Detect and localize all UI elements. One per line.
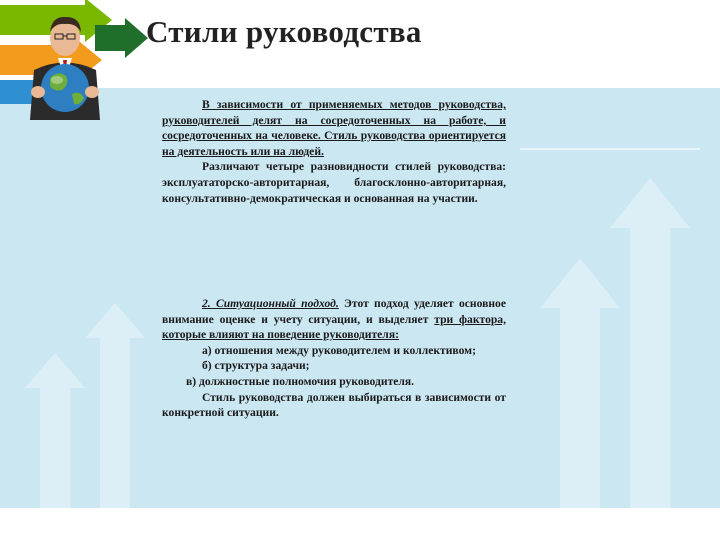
businessman-with-globe-icon bbox=[20, 0, 110, 120]
factor-a: а) отношения между руководителем и коллективом; bbox=[202, 343, 476, 357]
factors-text: три фактора, которые влияют на поведение руководителя: bbox=[162, 312, 507, 342]
text-block-1 bbox=[162, 97, 506, 206]
situational-paragraph bbox=[162, 296, 506, 343]
situational-lead: Этот подход уделяет основное внимание оценке и учету ситуации, и выделяет bbox=[162, 297, 506, 326]
slide-title: Стили руководства bbox=[146, 14, 422, 49]
text-block-2 bbox=[162, 296, 506, 421]
styles-paragraph: Различают четыре разновидности стилей руководства: эксплуататорско-авторитарная, благосклонно-авторитарная, консультативно-демократическая и основанная на участии. bbox=[162, 160, 506, 205]
conclusion-paragraph: Стиль руководства должен выбираться в зависимости от конкретной ситуации. bbox=[162, 390, 506, 420]
factor-b: б) структура задачи; bbox=[202, 359, 310, 373]
factor-c: в) должностные полномочия руководителя. bbox=[186, 374, 415, 388]
situational-heading: 2. Ситуационный подход. bbox=[202, 297, 339, 310]
methods-paragraph: В зависимости от применяемых методов руководства, руководителей делят на сосредоточенных на работе, и сосредоточенных на человеке. Стиль руководства ориентируется на деятельность или на людей. bbox=[162, 98, 506, 158]
